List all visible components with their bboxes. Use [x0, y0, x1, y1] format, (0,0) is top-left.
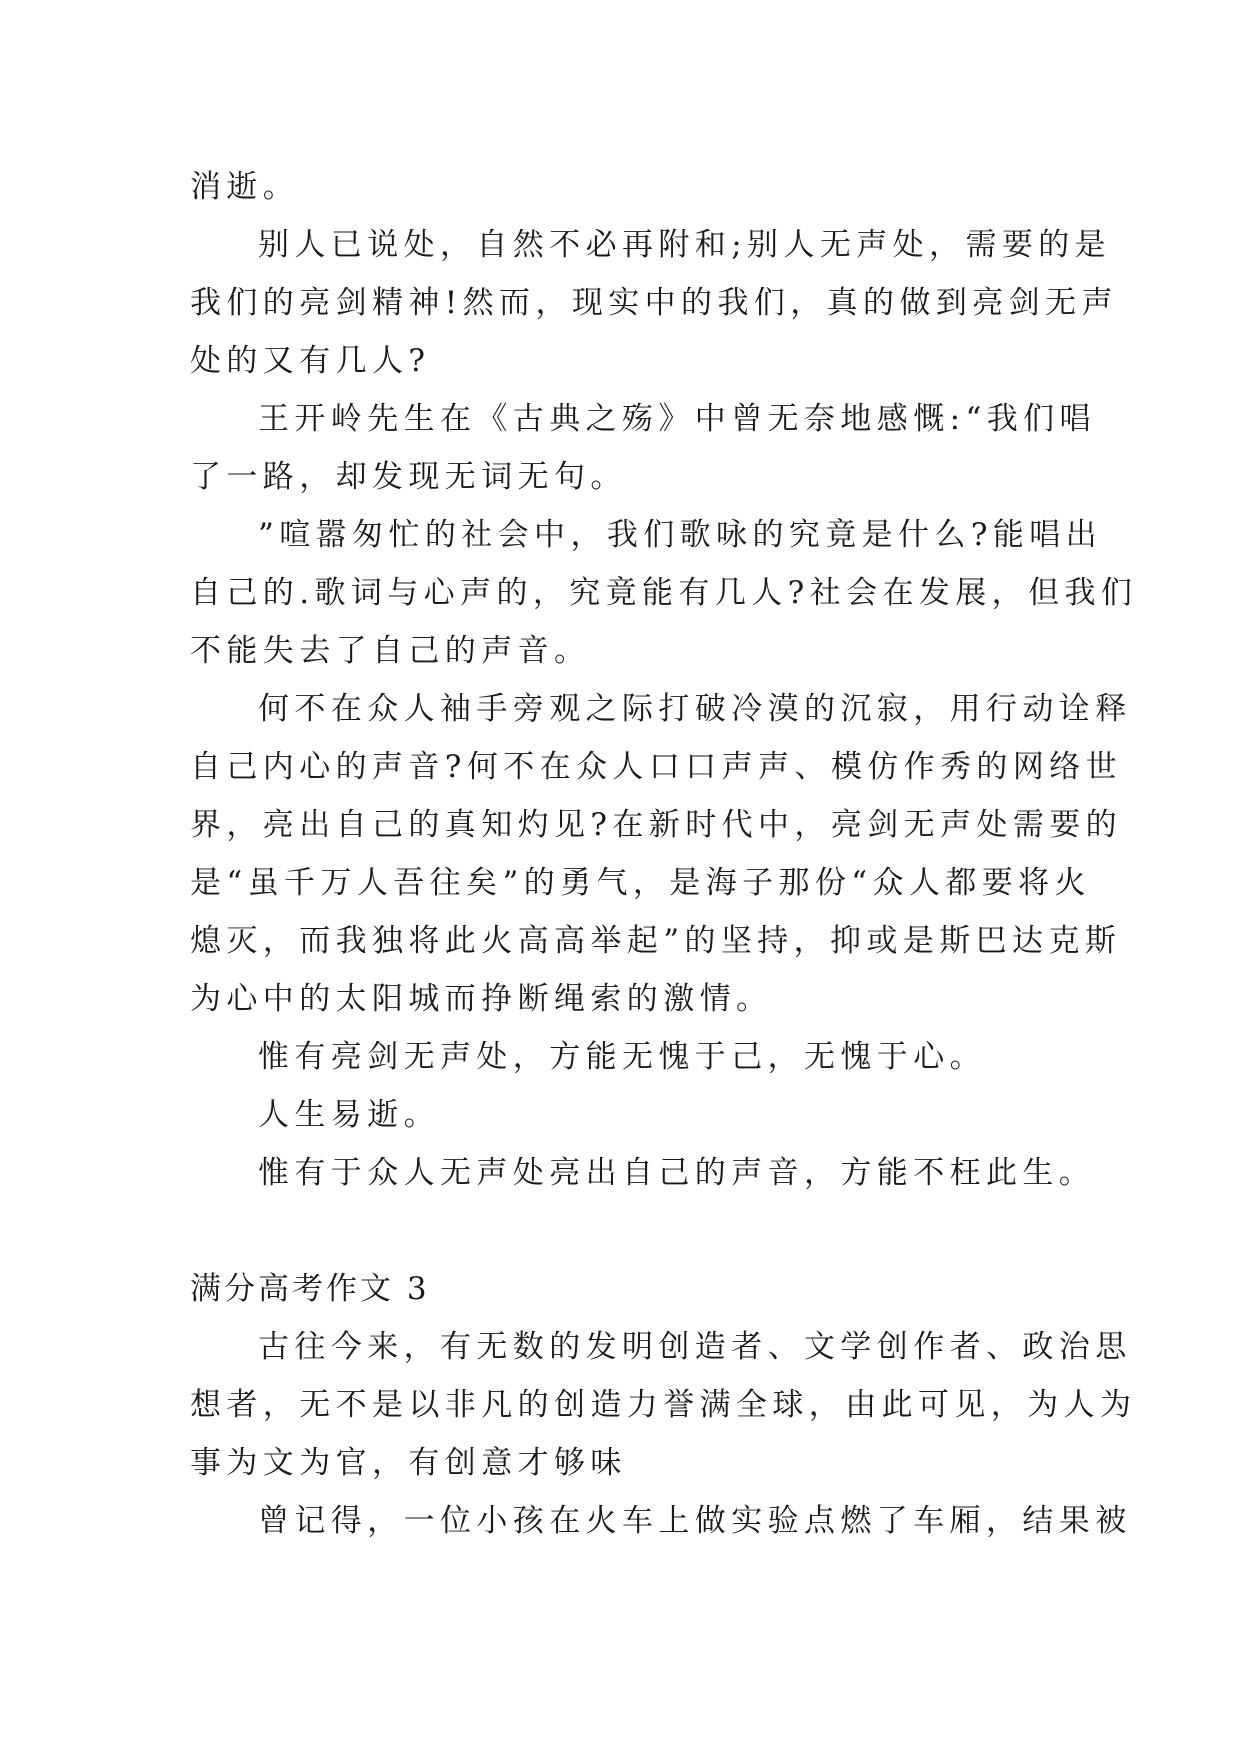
- text-line: 不能失去了自己的声音。: [190, 633, 591, 669]
- text-line: 我们的亮剑精神!然而，现实中的我们，真的做到亮剑无声: [190, 285, 1118, 321]
- document-body: [190, 158, 1138, 1550]
- paragraph-start-line: 何不在众人袖手旁观之际打破冷漠的沉寂，用行动诠释: [258, 691, 1132, 727]
- text-line: 想者，无不是以非凡的创造力誉满全球，由此可见，为人为: [190, 1387, 1137, 1423]
- section-heading: 满分高考作文 3: [190, 1271, 430, 1307]
- paragraph-start-line: ”喧嚣匆忙的社会中，我们歌咏的究竟是什么?能唱出: [258, 517, 1103, 553]
- text-line: 是“虽千万人吾往矣”的勇气，是海子那份“众人都要将火: [190, 865, 1091, 901]
- paragraph-start-line: 曾记得，一位小孩在火车上做实验点燃了车厢，结果被: [258, 1503, 1132, 1539]
- text-line: 自己内心的声音?何不在众人口口声声、模仿作秀的网络世: [190, 749, 1123, 785]
- text-line: 自己的.歌词与心声的，究竟能有几人?社会在发展，但我们: [190, 575, 1138, 611]
- text-line: 事为文为官，有创意才够味: [190, 1445, 627, 1481]
- blank-line: [190, 1202, 1060, 1260]
- paragraph-start-line: 人生易逝。: [258, 1097, 440, 1133]
- paragraph-start-line: 惟有于众人无声处亮出自己的声音，方能不枉此生。: [258, 1155, 1096, 1191]
- text-line: 处的又有几人?: [190, 343, 431, 379]
- paragraph-start-line: 古往今来，有无数的发明创造者、文学创作者、政治思: [258, 1329, 1132, 1365]
- text-line: 熄灭，而我独将此火高高举起”的坚持，抑或是斯巴达克斯: [190, 923, 1122, 959]
- text-line: 为心中的太阳城而挣断绳索的激情。: [190, 981, 773, 1017]
- text-line: 了一路，却发现无词无句。: [190, 459, 627, 495]
- paragraph-start-line: 别人已说处，自然不必再附和;别人无声处，需要的是: [258, 227, 1112, 263]
- text-line: 消逝。: [190, 169, 300, 205]
- paragraph-start-line: 王开岭先生在《古典之殇》中曾无奈地感慨:“我们唱: [258, 401, 1096, 437]
- text-line: 界，亮出自己的真知灼见?在新时代中，亮剑无声处需要的: [190, 807, 1123, 843]
- paragraph-start-line: 惟有亮剑无声处，方能无愧于己，无愧于心。: [258, 1039, 986, 1075]
